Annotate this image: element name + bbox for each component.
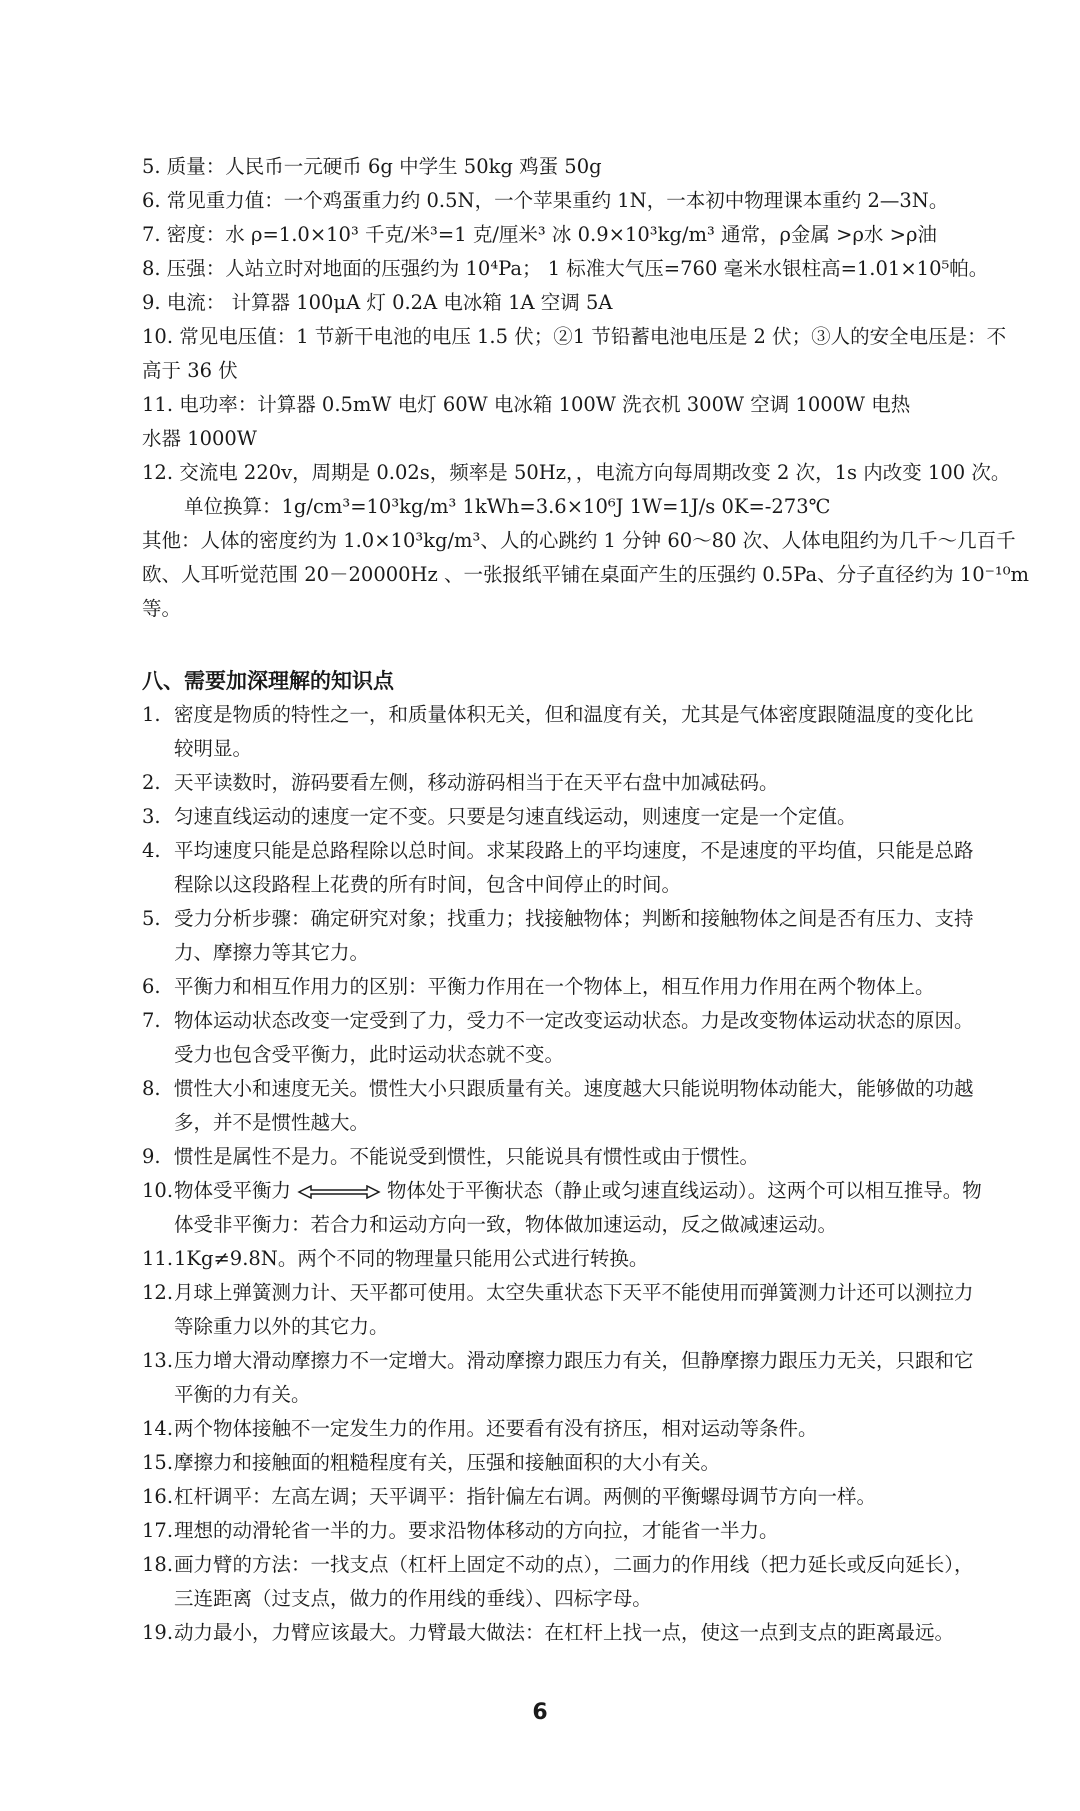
point-number: 10. xyxy=(142,1179,174,1202)
point-11 xyxy=(142,1242,1022,1276)
point-number: 13. xyxy=(142,1349,174,1372)
point-text: 程除以这段路程上花费的所有时间，包含中间停止的时间。 xyxy=(174,873,682,896)
point-text: 压力增大滑动摩擦力不一定增大。滑动摩擦力跟压力有关，但静摩擦力跟压力无关，只跟和它 xyxy=(174,1349,974,1372)
unit-conversion-line: 单位换算：1g/cm³=10³kg/m³ 1kWh=3.6×10⁶J 1W=1J/s 0K=-273℃ xyxy=(184,495,831,518)
point-text: 惯性大小和速度无关。惯性大小只跟质量有关。速度越大只能说明物体动能大，能够做的功越 xyxy=(174,1077,974,1100)
point-text: 画力臂的方法：一找支点（杠杆上固定不动的点），二画力的作用线（把力延长或反向延长）， xyxy=(174,1553,974,1576)
point-19 xyxy=(142,1616,1022,1650)
point-number: 18. xyxy=(142,1553,174,1576)
common-values xyxy=(142,150,1030,626)
point-number: 15. xyxy=(142,1451,174,1474)
point-text: 惯性是属性不是力。不能说受到惯性，只能说具有惯性或由于惯性。 xyxy=(174,1145,760,1168)
point-text: 受力分析步骤：确定研究对象；找重力；找接触物体；判断和接触物体之间是否有压力、支持 xyxy=(174,907,974,930)
point-text: 密度是物质的特性之一，和质量体积无关，但和温度有关，尤其是气体密度跟随温度的变化比 xyxy=(174,703,974,726)
point-4 xyxy=(142,834,1022,902)
point-text: 受力也包含受平衡力，此时运动状态就不变。 xyxy=(174,1043,565,1066)
other-line-3: 等。 xyxy=(142,597,182,620)
point-10 xyxy=(142,1174,1022,1242)
point-text: 体受非平衡力：若合力和运动方向一致，物体做加速运动，反之做减速运动。 xyxy=(174,1213,838,1236)
point-17 xyxy=(142,1514,1022,1548)
value-line-9: 9. 电流： 计算器 100μA 灯 0.2A 电冰箱 1A 空调 5A xyxy=(142,291,613,314)
point-14 xyxy=(142,1412,1022,1446)
value-line-5: 5. 质量：人民币一元硬币 6g 中学生 50kg 鸡蛋 50g xyxy=(142,155,602,178)
point-text: 理想的动滑轮省一半的力。要求沿物体移动的方向拉，才能省一半力。 xyxy=(174,1519,779,1542)
double-arrow-icon xyxy=(297,1185,381,1199)
point-text: 摩擦力和接触面的粗糙程度有关，压强和接触面积的大小有关。 xyxy=(174,1451,721,1474)
point-15 xyxy=(142,1446,1022,1480)
point-number: 3. xyxy=(142,805,161,828)
point-text-part: 物体处于平衡状态（静止或匀速直线运动）。这两个可以相互推导。物 xyxy=(387,1179,982,1202)
point-9 xyxy=(142,1140,1022,1174)
section-title: 八、需要加深理解的知识点 xyxy=(142,669,394,693)
point-text: 平衡的力有关。 xyxy=(174,1383,311,1406)
point-text: 物体运动状态改变一定受到了力，受力不一定改变运动状态。力是改变物体运动状态的原因。 xyxy=(174,1009,974,1032)
page-number: 6 xyxy=(532,1700,548,1725)
value-line-10-cont: 高于 36 伏 xyxy=(142,359,238,382)
point-8 xyxy=(142,1072,1022,1140)
point-18 xyxy=(142,1548,1022,1616)
point-13 xyxy=(142,1344,1022,1412)
value-line-8: 8. 压强：人站立时对地面的压强约为 10⁴Pa； 1 标准大气压=760 毫米水银柱高=1.01×10⁵帕。 xyxy=(142,257,989,280)
point-12 xyxy=(142,1276,1022,1344)
point-5 xyxy=(142,902,1022,970)
point-16 xyxy=(142,1480,1022,1514)
point-text: 杠杆调平：左高左调；天平调平：指针偏左右调。两侧的平衡螺母调节方向一样。 xyxy=(174,1485,877,1508)
point-number: 11. xyxy=(142,1247,174,1270)
value-line-7: 7. 密度：水 ρ=1.0×10³ 千克/米³=1 克/厘米³ 冰 0.9×10³kg/m³ 通常，ρ金属 >ρ水 >ρ油 xyxy=(142,223,937,246)
point-3 xyxy=(142,800,1022,834)
point-6 xyxy=(142,970,1022,1004)
other-line-1: 其他：人体的密度约为 1.0×10³kg/m³、人的心跳约 1 分钟 60～80 次、人体电阻约为几千～几百千 xyxy=(142,529,1016,552)
point-text: 匀速直线运动的速度一定不变。只要是匀速直线运动，则速度一定是一个定值。 xyxy=(174,805,857,828)
point-1 xyxy=(142,698,1022,766)
point-number: 8. xyxy=(142,1077,161,1100)
point-text: 三连距离（过支点，做力的作用线的垂线）、四标字母。 xyxy=(174,1587,652,1610)
knowledge-points xyxy=(142,698,1022,1650)
point-text: 天平读数时，游码要看左侧，移动游码相当于在天平右盘中加减砝码。 xyxy=(174,771,779,794)
point-number: 17. xyxy=(142,1519,174,1542)
point-number: 12. xyxy=(142,1281,174,1304)
point-number: 4. xyxy=(142,839,161,862)
point-number: 5. xyxy=(142,907,161,930)
value-line-11: 11. 电功率：计算器 0.5mW 电灯 60W 电冰箱 100W 洗衣机 300W 空调 1000W 电热 xyxy=(142,393,911,416)
point-text: 平均速度只能是总路程除以总时间。求某段路上的平均速度，不是速度的平均值，只能是总路 xyxy=(174,839,974,862)
point-number: 6. xyxy=(142,975,161,998)
point-text: 较明显。 xyxy=(174,737,253,760)
point-text xyxy=(174,1174,1022,1208)
point-7 xyxy=(142,1004,1022,1072)
point-number: 14. xyxy=(142,1417,174,1440)
value-line-12: 12. 交流电 220v，周期是 0.02s，频率是 50Hz，，电流方向每周期改变 2 次，1s 内改变 100 次。 xyxy=(142,461,1011,484)
point-text: 平衡力和相互作用力的区别：平衡力作用在一个物体上，相互作用力作用在两个物体上。 xyxy=(174,975,935,998)
value-line-6: 6. 常见重力值：一个鸡蛋重力约 0.5N，一个苹果重约 1N，一本初中物理课本重约 2—3N。 xyxy=(142,189,949,212)
point-2 xyxy=(142,766,1022,800)
point-number: 2. xyxy=(142,771,161,794)
point-text: 1Kg≠9.8N。两个不同的物理量只能用公式进行转换。 xyxy=(174,1247,649,1270)
point-text: 多，并不是惯性越大。 xyxy=(174,1111,370,1134)
value-line-10: 10. 常见电压值：1 节新干电池的电压 1.5 伏；②1 节铅蓄电池电压是 2 伏；③人的安全电压是：不 xyxy=(142,325,1007,348)
point-text: 两个物体接触不一定发生力的作用。还要看有没有挤压，相对运动等条件。 xyxy=(174,1417,818,1440)
point-number: 16. xyxy=(142,1485,174,1508)
point-text-part: 物体受平衡力 xyxy=(174,1179,292,1202)
page-content xyxy=(142,150,1030,1650)
value-line-11-cont: 水器 1000W xyxy=(142,427,257,450)
point-text: 月球上弹簧测力计、天平都可使用。太空失重状态下天平不能使用而弹簧测力计还可以测拉力 xyxy=(174,1281,974,1304)
point-number: 19. xyxy=(142,1621,174,1644)
point-text: 力、摩擦力等其它力。 xyxy=(174,941,370,964)
other-line-2: 欧、人耳听觉范围 20－20000Hz 、一张报纸平铺在桌面产生的压强约 0.5Pa、分子直径约为 10⁻¹⁰m xyxy=(142,563,1030,586)
point-text: 等除重力以外的其它力。 xyxy=(174,1315,389,1338)
point-number: 9. xyxy=(142,1145,161,1168)
point-text: 动力最小，力臂应该最大。力臂最大做法：在杠杆上找一点，使这一点到支点的距离最远。 xyxy=(174,1621,955,1644)
point-number: 1. xyxy=(142,703,161,726)
point-number: 7. xyxy=(142,1009,161,1032)
